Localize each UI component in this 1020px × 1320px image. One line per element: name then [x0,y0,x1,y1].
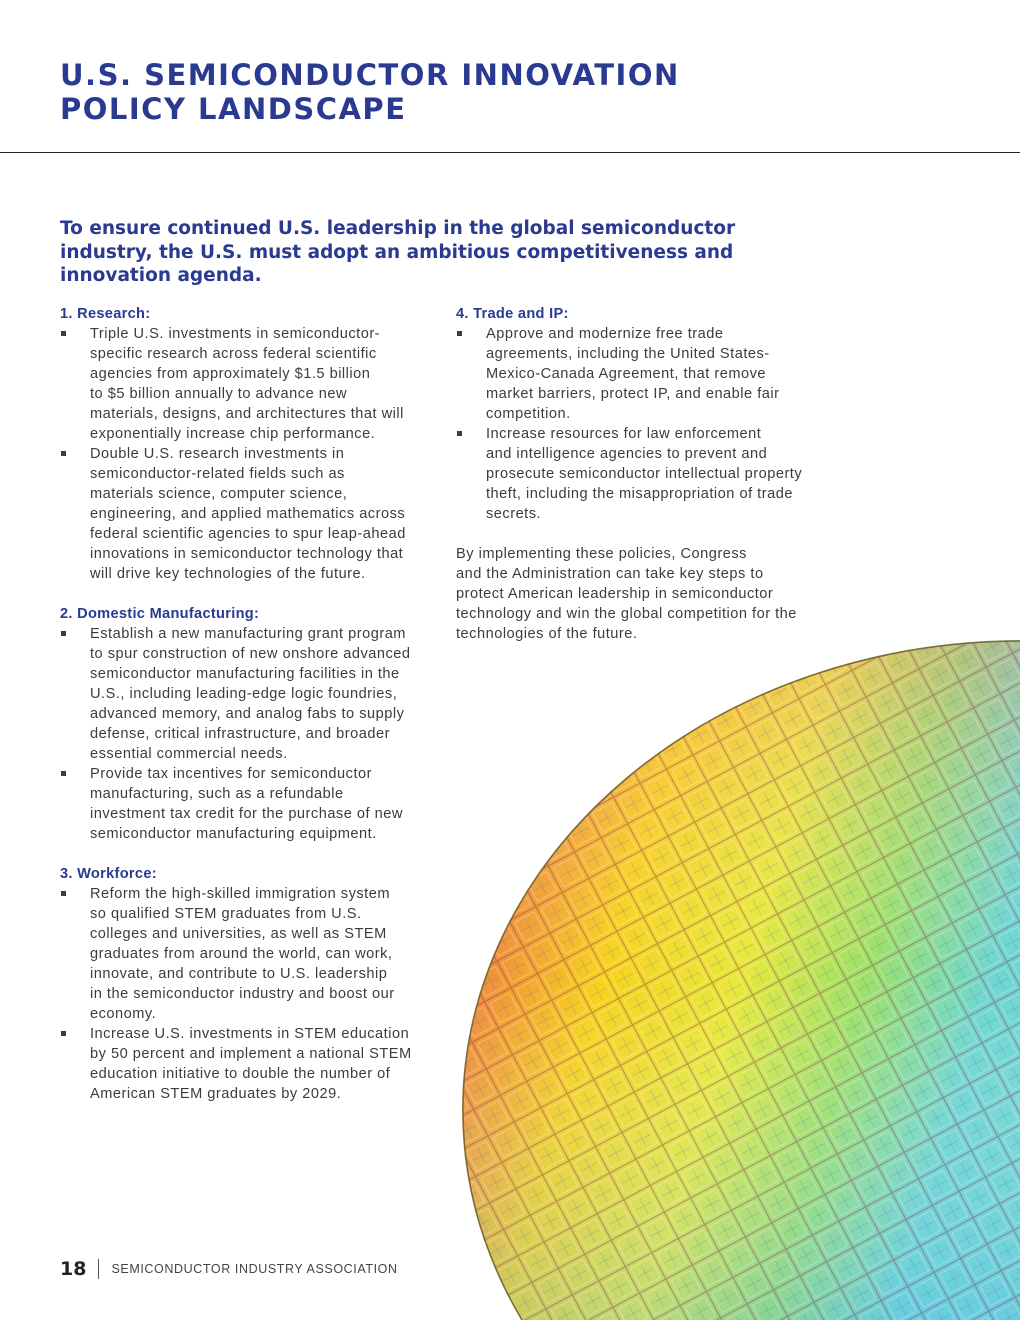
text-line: technology and win the global competition for the [456,606,797,622]
wafer-image [462,640,1020,1320]
trade-heading: 4. Trade and IP: [456,306,569,322]
text-line: education initiative to double the number of [90,1066,391,1082]
text-line: agencies from approximately $1.5 billion [90,366,371,382]
intro-statement [60,217,760,288]
text-line: American STEM graduates by 2029. [90,1086,342,1102]
text-line: specific research across federal scientific [90,346,377,362]
bullet-square-icon [61,1031,66,1036]
manufacturing-section [60,604,440,844]
text-line: so qualified STEM graduates from U.S. [90,906,362,922]
text-line: innovate, and contribute to U.S. leadership [90,966,388,982]
text-line: protect American leadership in semiconductor [456,586,774,602]
bullet-square-icon [61,771,66,776]
text-line: economy. [90,1006,157,1022]
text-line: to $5 billion annually to advance new [90,386,348,402]
text-line: by 50 percent and implement a national STEM [90,1046,412,1062]
text-line: Approve and modernize free trade [486,326,724,342]
text-line: semiconductor-related fields such as [90,466,345,482]
bullet-square-icon [457,331,462,336]
intro-line: innovation agenda. [60,265,262,286]
page-title [60,58,820,126]
page-footer [60,1256,398,1282]
list-item [456,424,836,524]
page-number: 18 [60,1258,87,1280]
text-line: investment tax credit for the purchase of new [90,806,403,822]
page-title-line: POLICY LANDSCAPE [60,92,407,126]
text-line: and the Administration can take key steps to [456,566,764,582]
intro-line: industry, the U.S. must adopt an ambitious competitiveness and [60,241,734,263]
text-line: market barriers, protect IP, and enable fair [486,386,780,402]
text-line: agreements, including the United States- [486,346,770,362]
list-item [60,764,440,844]
workforce-section [60,864,440,1104]
bullet-square-icon [457,431,462,436]
list-item [60,324,440,444]
text-line: technologies of the future. [456,626,638,642]
text-line: U.S., including leading-edge logic foundries, [90,686,398,702]
research-heading: 1. Research: [60,306,151,322]
left-column [60,304,440,1124]
text-line: Increase resources for law enforcement [486,426,762,442]
text-line: materials science, computer science, [90,486,348,502]
text-line: to spur construction of new onshore advanced [90,646,411,662]
bullet-square-icon [61,331,66,336]
text-line: Triple U.S. investments in semiconductor- [90,326,381,342]
header-divider [0,152,1020,153]
text-line: Mexico-Canada Agreement, that remove [486,366,767,382]
text-line: semiconductor manufacturing facilities in the [90,666,400,682]
bullet-square-icon [61,631,66,636]
text-line: competition. [486,406,571,422]
manufacturing-heading: 2. Domestic Manufacturing: [60,606,260,622]
trade-section [456,304,836,524]
text-line: semiconductor manufacturing equipment. [90,826,377,842]
text-line: exponentially increase chip performance. [90,426,376,442]
text-line: Establish a new manufacturing grant program [90,626,406,642]
text-line: manufacturing, such as a refundable [90,786,344,802]
text-line: engineering, and applied mathematics across [90,506,406,522]
list-item [60,884,440,1024]
footer-organization: SEMICONDUCTOR INDUSTRY ASSOCIATION [111,1262,398,1276]
footer-separator [98,1259,99,1279]
text-line: Increase U.S. investments in STEM education [90,1026,410,1042]
text-line: in the semiconductor industry and boost our [90,986,395,1002]
text-line: graduates from around the world, can work, [90,946,393,962]
text-line: defense, critical infrastructure, and broader [90,726,390,742]
research-section [60,304,440,584]
text-line: advanced memory, and analog fabs to supply [90,706,405,722]
list-item [60,1024,440,1104]
text-line: will drive key technologies of the future. [90,566,366,582]
intro-line: To ensure continued U.S. leadership in the global semiconductor [60,218,736,239]
text-line: secrets. [486,506,542,522]
list-item [60,624,440,764]
text-line: theft, including the misappropriation of trade [486,486,793,502]
text-line: federal scientific agencies to spur leap-ahead [90,526,406,542]
page-title-line: U.S. SEMICONDUCTOR INNOVATION [60,58,680,92]
text-line: prosecute semiconductor intellectual property [486,466,803,482]
text-line: materials, designs, and architectures that will [90,406,404,422]
right-column [456,304,836,644]
text-line: Double U.S. research investments in [90,446,345,462]
text-line: innovations in semiconductor technology that [90,546,404,562]
text-line: Provide tax incentives for semiconductor [90,766,372,782]
list-item [456,324,836,424]
text-line: By implementing these policies, Congress [456,546,747,562]
text-line: and intelligence agencies to prevent and [486,446,768,462]
text-line: colleges and universities, as well as STEM [90,926,387,942]
text-line: essential commercial needs. [90,746,288,762]
bullet-square-icon [61,451,66,456]
closing-paragraph [456,544,836,644]
bullet-square-icon [61,891,66,896]
list-item [60,444,440,584]
workforce-heading: 3. Workforce: [60,866,157,882]
text-line: Reform the high-skilled immigration system [90,886,390,902]
